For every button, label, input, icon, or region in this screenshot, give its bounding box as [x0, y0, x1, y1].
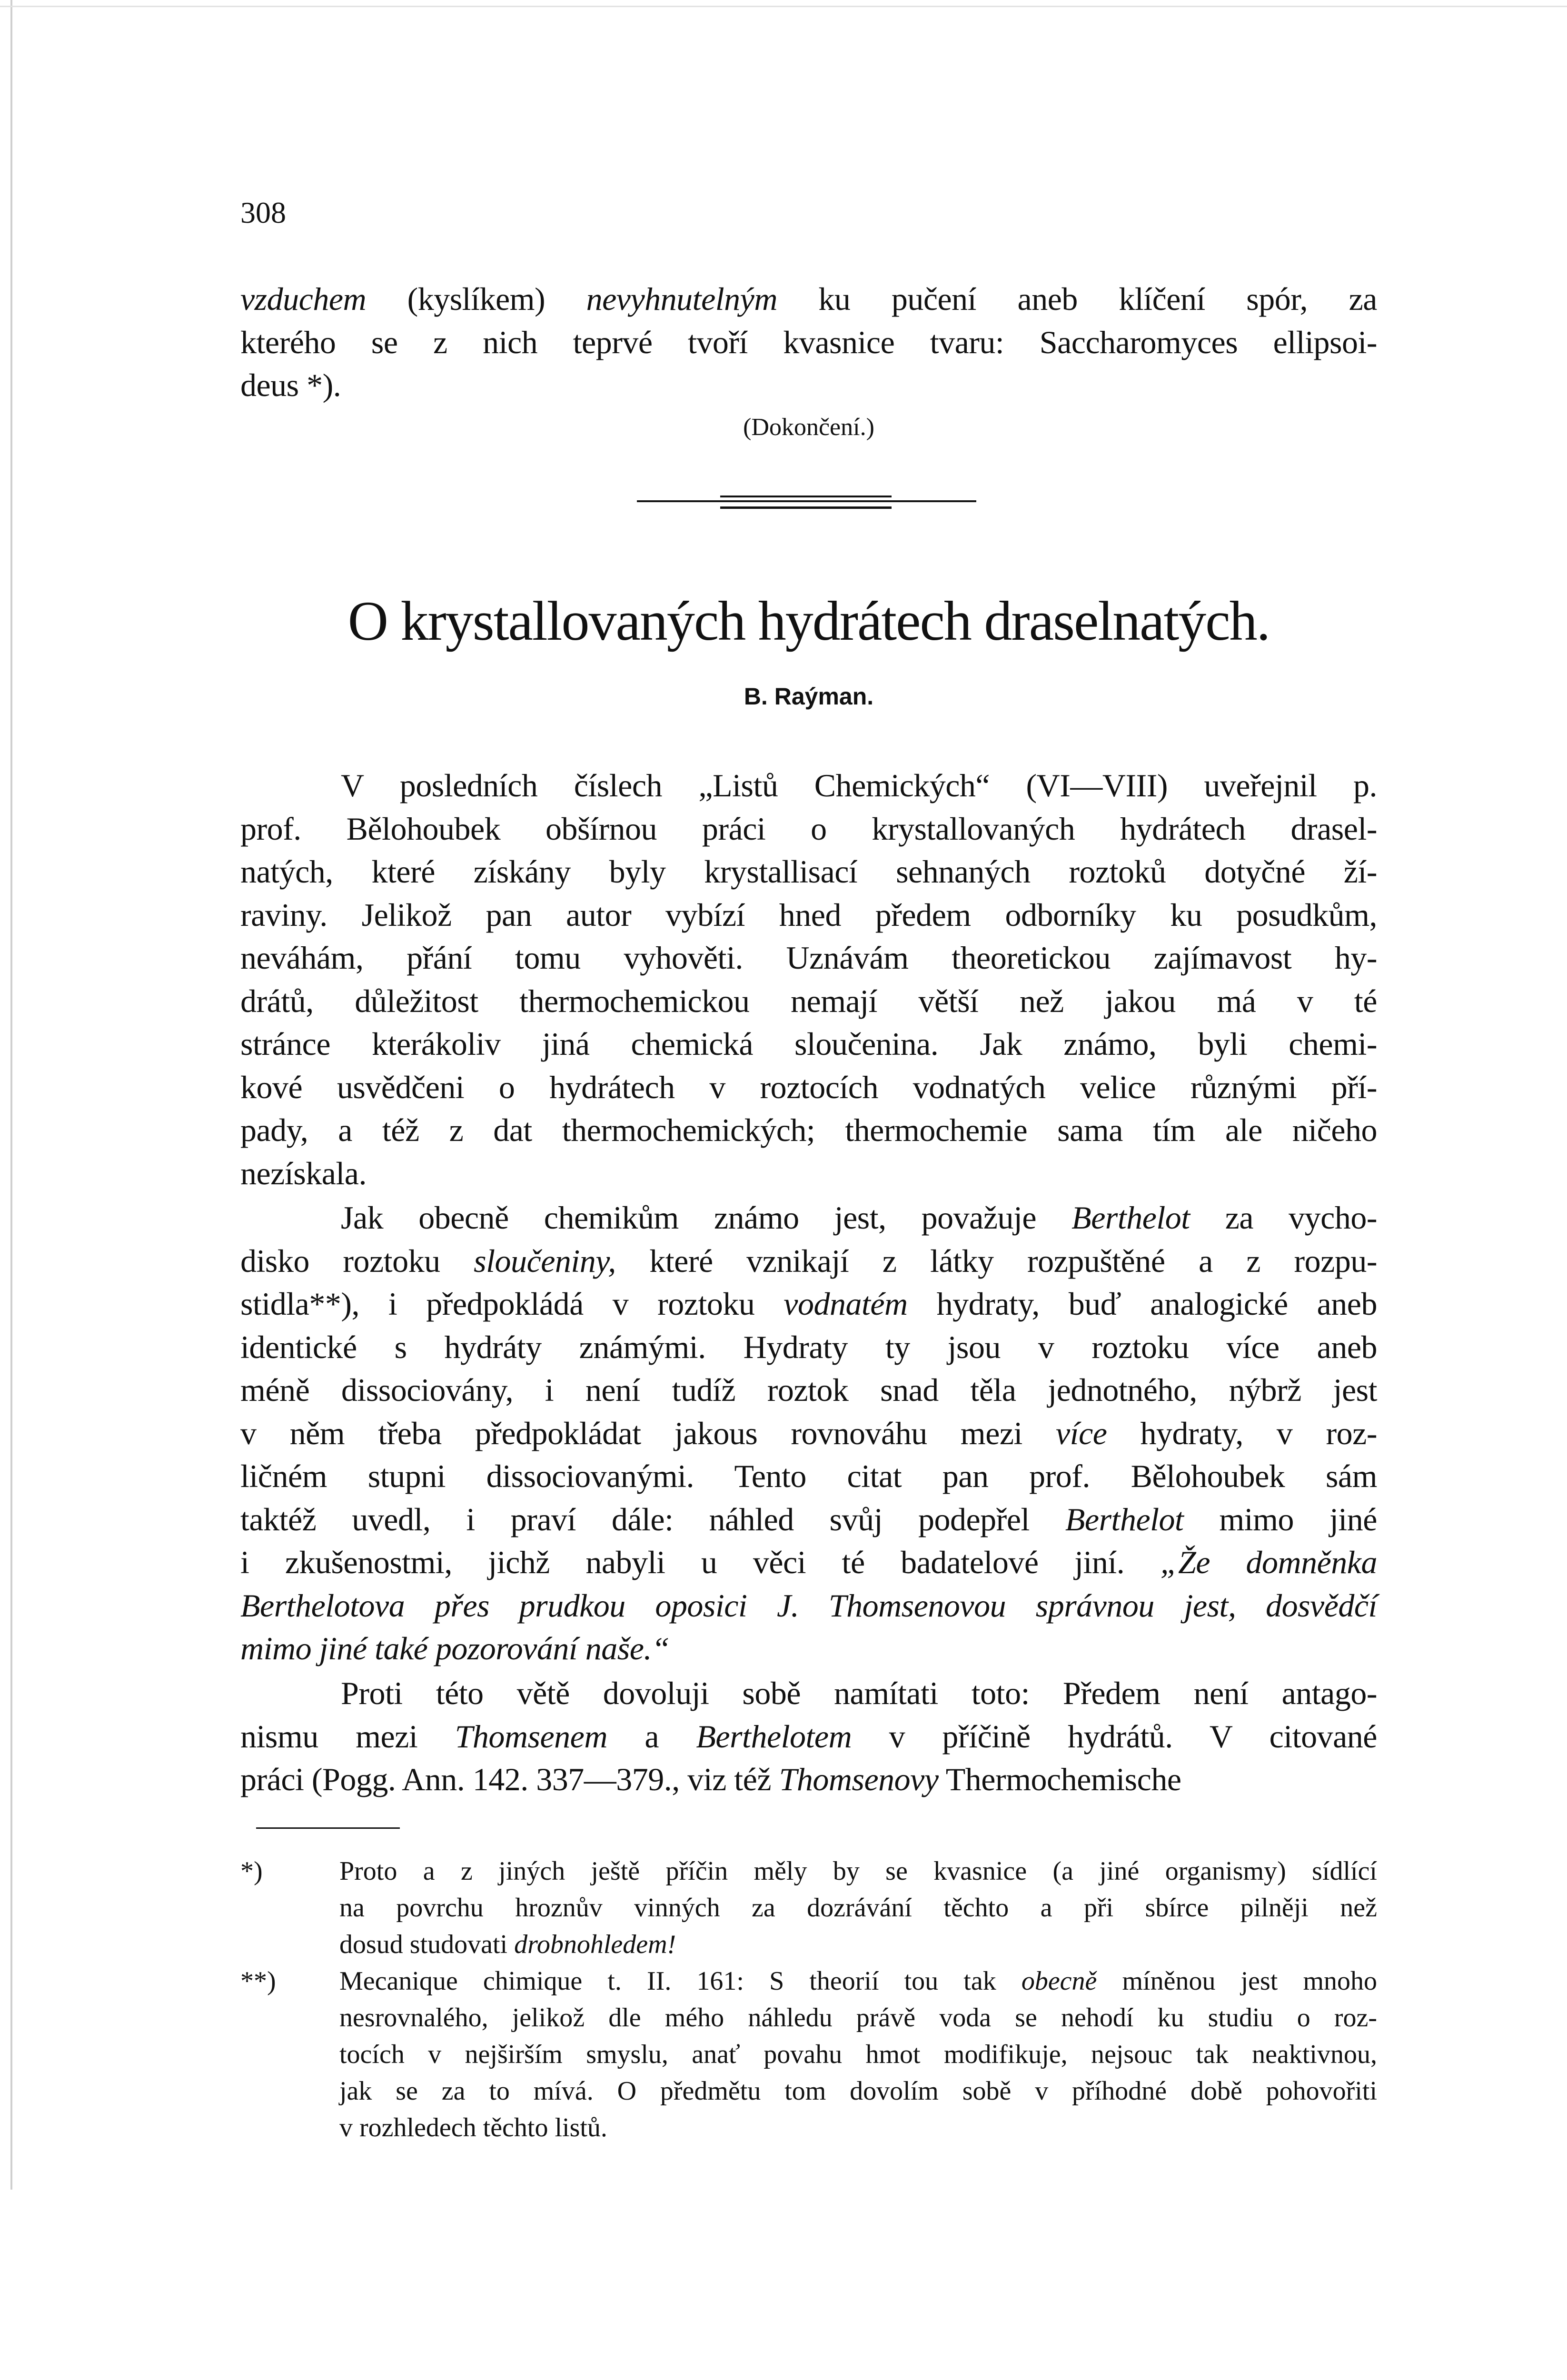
text-line [240, 1109, 1377, 1152]
italic-text-run: mimo jiné také pozorování naše.“ [240, 1630, 670, 1666]
text-run: v něm třeba předpokládat jakous rovnováhu mezi [240, 1415, 1056, 1451]
text-run: V posledních číslech „Listů Chemických“ (VI—VIII) uveřejnil p. [341, 767, 1377, 803]
continuation-text [240, 278, 1377, 407]
text-run: raviny. Jelikož pan autor vybízí hned předem odborníky ku posudkům, [240, 896, 1377, 933]
page-number: 308 [240, 196, 286, 229]
italic-text-run: vodnatém [784, 1286, 908, 1322]
text-run: hydraty, v roz- [1107, 1415, 1377, 1451]
italic-text-run: vzduchem [240, 281, 367, 317]
footnote-line [240, 2110, 1377, 2146]
footnote-separator [256, 1827, 400, 1829]
text-run: v příčině hydrátů. V citované [852, 1718, 1377, 1755]
text-run: na povrchu hroznův vinných za dozrávání těchto a při sbírce pilněji než [339, 1893, 1377, 1923]
text-run: ličném stupni dissociovanými. Tento citat pan prof. Bělohoubek sám [240, 1458, 1377, 1494]
text-run: stidla**), i předpokládá v roztoku [240, 1286, 784, 1322]
text-run: Proto a z jiných ještě příčin měly by se kvasnice (a jiné organismy) sídlící [339, 1856, 1377, 1886]
text-run: jak se za to mívá. O předmětu tom dovolím sobě v příhodné době pohovořiti [339, 2076, 1377, 2106]
text-run: ku pučení aneb klíčení spór, za [777, 281, 1377, 317]
text-run: natých, které získány byly krystallisací sehnaných roztoků dotyčné ží- [240, 853, 1377, 890]
footnote-line [240, 1963, 1377, 2000]
ornamental-rule-middle [637, 500, 976, 502]
end-note: (Dokončení.) [743, 414, 874, 441]
text-line [240, 1152, 1377, 1195]
footnotes [240, 1853, 1377, 2146]
text-run: které vznikají z látky rozpuštěné a z rozpu- [615, 1242, 1377, 1279]
text-run: i zkušenostmi, jichž nabyli u věci té badatelové jiní. [240, 1544, 1160, 1580]
scan-edge-top [0, 6, 1567, 7]
text-run: práci (Pogg. Ann. 142. 337—379., viz též [240, 1761, 779, 1797]
italic-text-run: Berthelot [1071, 1200, 1190, 1236]
text-line [240, 1412, 1377, 1455]
text-run: za vycho- [1190, 1200, 1377, 1236]
text-line [240, 764, 1377, 807]
footnote-line [240, 2073, 1377, 2110]
text-run: kterého se z nich teprvé tvoří kvasnice tvaru: Saccharomyces ellipsoi- [240, 324, 1377, 360]
italic-text-run: Berthelotem [696, 1718, 852, 1755]
text-line [240, 1282, 1377, 1326]
text-line [240, 364, 1377, 407]
text-run: disko roztoku [240, 1242, 474, 1279]
italic-text-run: Berthelot [1065, 1501, 1184, 1537]
text-line [240, 807, 1377, 851]
text-line [240, 1498, 1377, 1541]
text-run: identické s hydráty známými. Hydraty ty jsou v roztoku více aneb [240, 1329, 1377, 1365]
text-run: mimo jiné [1183, 1501, 1377, 1537]
text-run: dosud studovati [339, 1930, 515, 1959]
text-line [240, 1584, 1377, 1627]
italic-text-run: sloučeniny, [474, 1242, 616, 1279]
text-run: nismu mezi [240, 1718, 455, 1755]
text-run: neváhám, přání tomu vyhověti. Uznávám theoretickou zajímavost hy- [240, 940, 1377, 976]
text-run: stránce kterákoliv jiná chemická sloučenina. Jak známo, byli chemi- [240, 1026, 1377, 1062]
footnote-line [240, 1890, 1377, 1926]
text-line [240, 278, 1377, 321]
article-author: B. Raýman. [744, 683, 874, 710]
text-line [240, 1541, 1377, 1584]
text-line [240, 1066, 1377, 1109]
italic-text-run: „Že domněnka [1160, 1544, 1377, 1580]
text-run: Thermochemische [938, 1761, 1181, 1797]
text-line [240, 1758, 1377, 1801]
text-run: tocích v nejširším smyslu, anať povahu hmot modifikuje, nejsouc tak neaktivnou, [339, 2040, 1377, 2069]
text-line [240, 1240, 1377, 1283]
paragraph-1 [240, 764, 1377, 1195]
text-run: pady, a též z dat thermochemických; thermochemie sama tím ale ničeho [240, 1112, 1377, 1148]
text-line [240, 1368, 1377, 1412]
article-title: O krystallovaných hydrátech draselnatých. [347, 590, 1270, 652]
italic-text-run: Thomsenovy [779, 1761, 939, 1797]
ornamental-rule-top [720, 496, 892, 497]
text-run: Proti této větě dovoluji sobě namítati toto: Předem není antago- [341, 1675, 1377, 1711]
text-run: taktéž uvedl, i praví dále: náhled svůj podepřel [240, 1501, 1065, 1537]
text-run: a [607, 1718, 696, 1755]
text-run: deus *). [240, 367, 341, 403]
text-line [240, 1627, 1377, 1670]
paragraph-2 [240, 1196, 1377, 1670]
italic-text-run: více [1056, 1415, 1107, 1451]
text-run: nezískala. [240, 1155, 367, 1191]
scan-edge-left [10, 0, 12, 2190]
text-line [240, 1196, 1377, 1240]
text-line [240, 1715, 1377, 1758]
footnote-line [240, 2036, 1377, 2073]
footnote-line [240, 2000, 1377, 2036]
italic-text-run: Berthelotova přes prudkou oposici J. Thomsenovou správnou jest, dosvědčí [240, 1587, 1377, 1624]
footnote-line [240, 1853, 1377, 1890]
text-run: míněnou jest mnoho [1097, 1966, 1378, 1996]
text-line [240, 850, 1377, 893]
italic-text-run: obecně [1021, 1966, 1097, 1996]
text-run: hydraty, buď analogické aneb [907, 1286, 1377, 1322]
text-line [240, 936, 1377, 980]
text-run: (kyslíkem) [366, 281, 586, 317]
text-line [240, 1672, 1377, 1715]
text-run: prof. Bělohoubek obšírnou práci o krystallovaných hydrátech drasel- [240, 810, 1377, 847]
ornamental-rule-bottom [720, 506, 892, 509]
text-line [240, 1022, 1377, 1066]
text-run: Mecanique chimique t. II. 161: S theorií tou tak [339, 1966, 1022, 1996]
text-run: kové usvědčeni o hydrátech v roztocích vodnatých velice různými pří- [240, 1069, 1377, 1105]
text-line [240, 893, 1377, 937]
text-run: drátů, důležitost thermochemickou nemají větší než jakou má v té [240, 982, 1377, 1019]
paragraph-3 [240, 1672, 1377, 1801]
text-run: v rozhledech těchto listů. [339, 2113, 607, 2142]
italic-text-run: drobnohledem! [514, 1930, 676, 1959]
text-run: Jak obecně chemikům známo jest, považuje [341, 1200, 1072, 1236]
italic-text-run: nevyhnutelným [586, 281, 777, 317]
italic-text-run: Thomsenem [455, 1718, 607, 1755]
footnote-line [240, 1926, 1377, 1963]
text-line [240, 980, 1377, 1023]
footnote-marker: *) [240, 1856, 263, 1886]
text-line [240, 321, 1377, 364]
footnote-marker: **) [240, 1966, 276, 1996]
text-line [240, 1326, 1377, 1369]
text-run: méně dissociovány, i není tudíž roztok snad těla jednotného, nýbrž jest [240, 1372, 1377, 1408]
text-run: nesrovnalého, jelikož dle mého náhledu právě voda se nehodí ku studiu o roz- [339, 2003, 1377, 2033]
text-line [240, 1455, 1377, 1498]
